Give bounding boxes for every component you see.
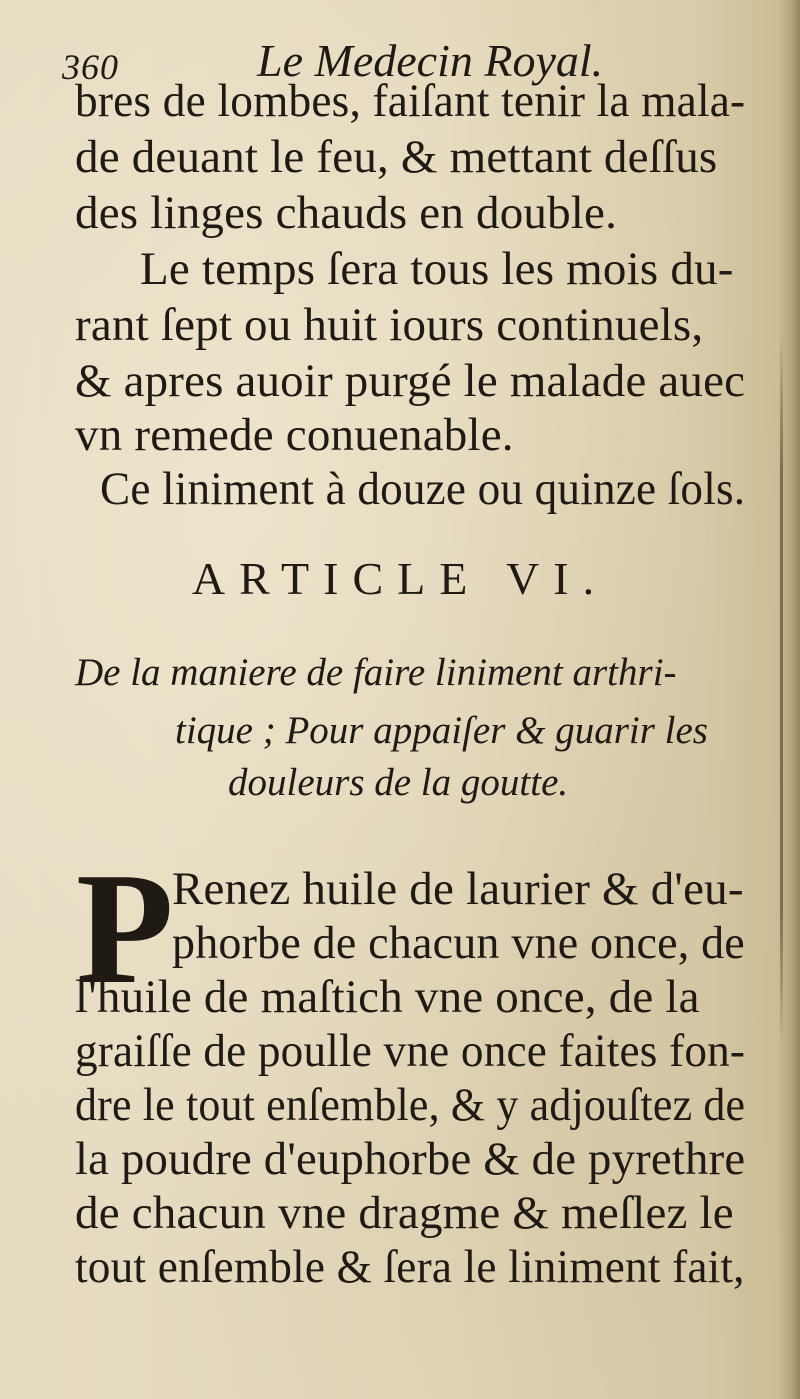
text-line: phorbe de chacun vne once, de [172,917,745,969]
text-line: Ce liniment à douze ou quinze ſols. [100,463,746,515]
text-line: & apres auoir purgé le malade auec [75,355,746,407]
text-line: l'huile de maſtich vne once, de la [75,971,700,1023]
text-line: tout enſemble & ſera le liniment fait, [75,1241,745,1293]
text-line: graiſſe de poulle vne once faites fon- [75,1025,746,1077]
subtitle-line: tique ; Pour appaiſer & guarir les [175,709,708,752]
subtitle-line: De la maniere de faire liniment arthri- [75,651,677,694]
page-number: 360 [62,47,119,87]
subtitle-line: douleurs de la goutte. [228,761,569,804]
article-heading: ARTICLE VI. [191,553,609,604]
text-line: de deuant le feu, & mettant deſſus [75,131,718,183]
page-crease [780,330,783,1050]
text-line: bres de lombes, faiſant tenir la mala- [75,75,746,127]
text-line: des linges chauds en double. [75,187,618,239]
text-line: de chacun vne dragme & meſlez le [75,1187,734,1239]
text-line: Renez huile de laurier & d'eu- [172,863,744,915]
text-line: vn remede conuenable. [75,409,514,461]
text-line: dre le tout enſemble, & y adjouſtez de [75,1079,746,1131]
text-line: Le temps ſera tous les mois du- [140,243,734,295]
running-title: Le Medecin Royal. [257,35,604,86]
text-line: rant ſept ou huit iours continuels, [75,299,704,351]
text-line: la poudre d'euphorbe & de pyrethre [75,1133,746,1185]
drop-cap-initial: P [76,839,174,1017]
